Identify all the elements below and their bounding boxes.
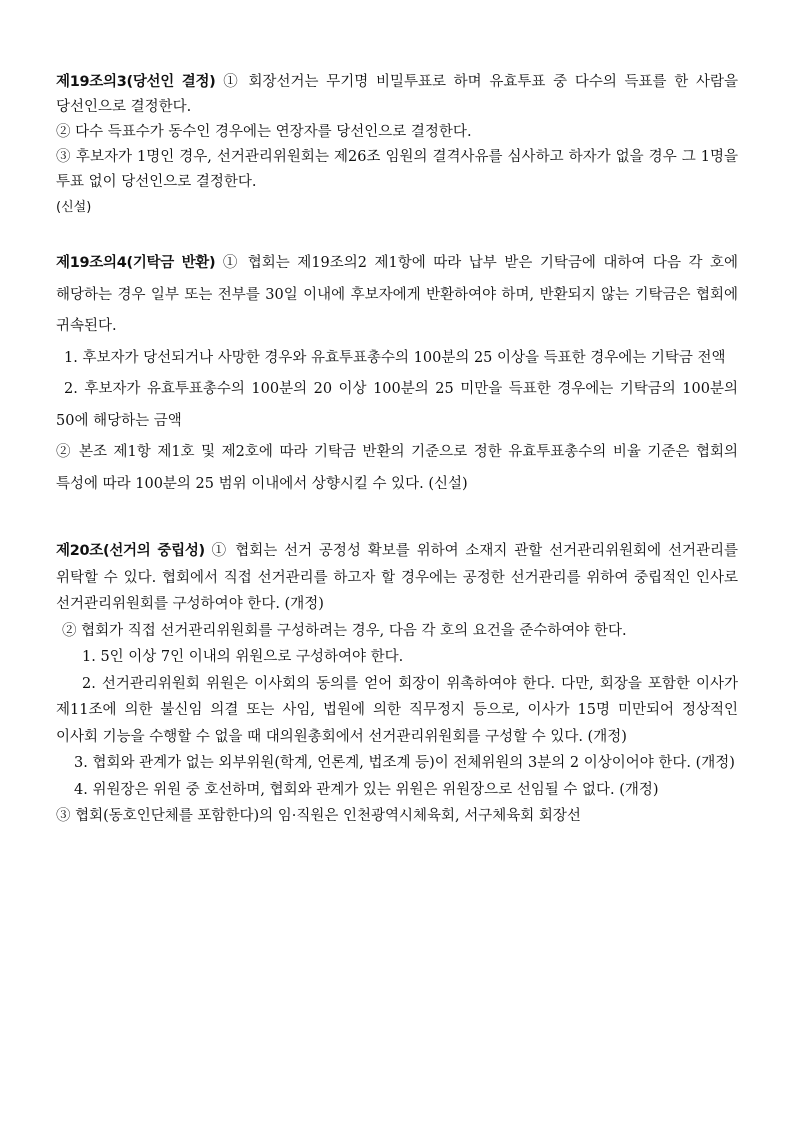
article-20-item-4: 4. 위원장은 위원 중 호선하며, 협회와 관계가 있는 위원은 위원장으로 선임될 수 없다. (개정) <box>74 781 659 798</box>
article-19-4-clause-1 <box>56 248 738 343</box>
article-19-4-clause-2: ② 본조 제1항 제1호 및 제2호에 따라 기탁금 반환의 기준으로 정한 유효투표총수의 비율 기준은 협회의 특성에 따라 100분의 25 범위 이내에서 상향시킬 수 있다. (신설) <box>56 444 738 492</box>
article-20-item-2: 2. 선거관리위원회 위원은 이사회의 동의를 얻어 회장이 위촉하여야 한다. 다만, 회장을 포함한 이사가 제11조에 의한 불신임 의결 또는 사임, 법원에 의한 직무정지 등으로, 이사가 15명 미만되어 정상적인 이사회 기능을 수행할 수 없을 때 대의원총회에서 선거관리위원회를 구성할 수 있다. (개정) <box>56 675 738 745</box>
article-19-4-title: 제19조의4(기탁금 반환) <box>56 255 216 271</box>
article-19-4-clause-1-text: ① 협회는 제19조의2 제1항에 따라 납부 받은 기탁금에 대하여 다음 각 호에 해당하는 경우 일부 또는 전부를 30일 이내에 후보자에게 반환하여야 하며, 반환되지 않는 기탁금은 협회에 귀속된다. <box>56 255 738 334</box>
article-20-clause-1-text: ① 협회는 선거 공정성 확보를 위하여 소재지 관할 선거관리위원회에 선거관리를 위탁할 수 있다. 협회에서 직접 선거관리를 하고자 할 경우에는 공정한 선거관리를 위하여 중립적인 인사로 선거관리위원회를 구성하여야 한다. (개정) <box>56 543 739 612</box>
article-19-3-title: 제19조의3(당선인 결정) <box>56 74 216 90</box>
article-19-3-note: (신설) <box>56 200 92 215</box>
article-19-3-clause-3: ③ 후보자가 1명인 경우, 선거관리위원회는 제26조 임원의 결격사유를 심사하고 하자가 없을 경우 그 1명을 투표 없이 당선인으로 결정한다. <box>56 149 738 190</box>
article-19-3 <box>56 70 738 220</box>
article-20-clause-3: ③ 협회(동호인단체를 포함한다)의 임·직원은 인천광역시체육회, 서구체육회 회장선 <box>56 808 581 824</box>
document-page <box>56 70 738 830</box>
article-20-item-1: 1. 5인 이상 7인 이내의 위원으로 구성하여야 한다. <box>82 649 404 665</box>
article-19-3-clause-1-text: ① 회장선거는 무기명 비밀투표로 하며 유효투표 중 다수의 득표를 한 사람을 당선인으로 결정한다. <box>56 74 738 115</box>
article-19-4 <box>56 248 738 500</box>
article-19-4-item-2: 2. 후보자가 유효투표총수의 100분의 20 이상 100분의 25 미만을 득표한 경우에는 기탁금의 100분의 50에 해당하는 금액 <box>56 381 738 429</box>
article-19-3-clause-1 <box>56 70 738 120</box>
article-20-title: 제20조(선거의 중립성) <box>56 543 205 559</box>
article-20-clause-2: ② 협회가 직접 선거관리위원회를 구성하려는 경우, 다음 각 호의 요건을 준수하여야 한다. <box>62 622 627 639</box>
article-19-3-clause-2: ② 다수 득표수가 동수인 경우에는 연장자를 당선인으로 결정한다. <box>56 124 472 140</box>
article-20-item-3: 3. 협회와 관계가 없는 외부위원(학계, 언론계, 법조계 등)이 전체위원의 3분의 2 이상이어야 한다. (개정) <box>74 755 735 771</box>
article-20 <box>56 538 738 830</box>
article-19-4-item-1: 1. 후보자가 당선되거나 사망한 경우와 유효투표총수의 100분의 25 이상을 득표한 경우에는 기탁금 전액 <box>64 349 726 366</box>
article-20-clause-1 <box>56 538 738 618</box>
